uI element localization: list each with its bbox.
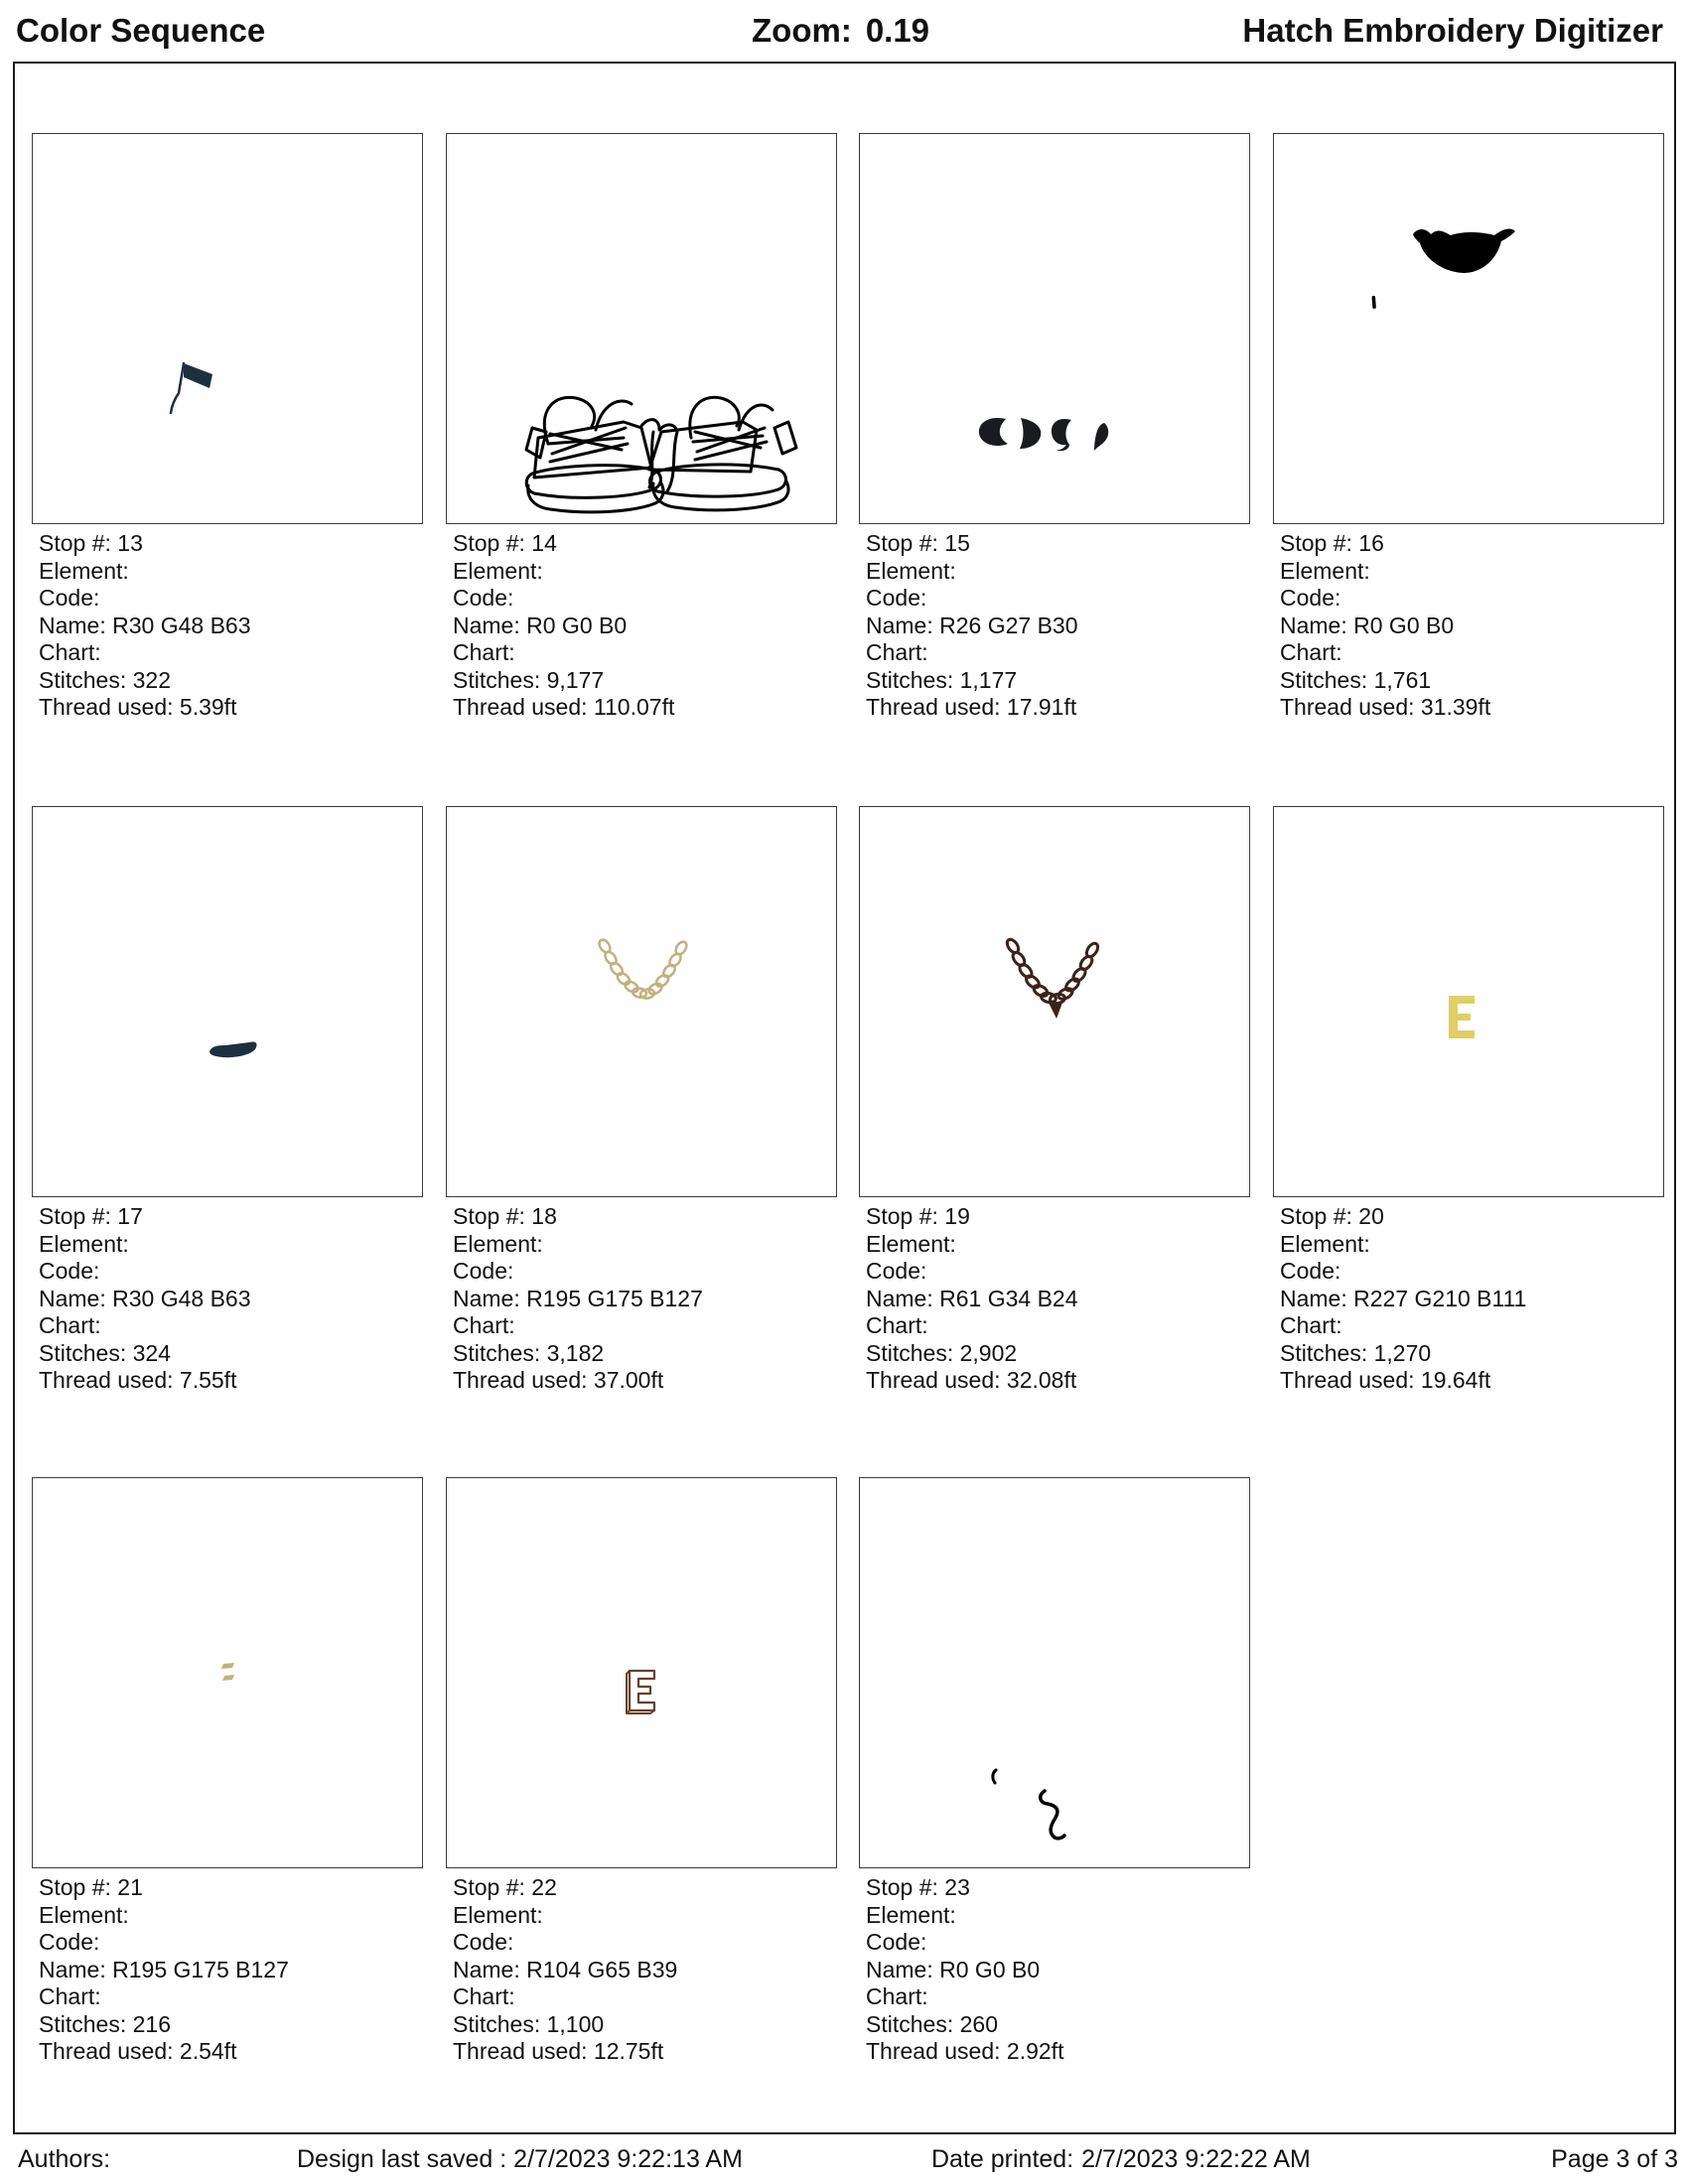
name-label: Name: (866, 1956, 933, 1982)
thread-value: 19.64ft (1420, 1367, 1491, 1393)
stop-number-value: 13 (117, 530, 143, 556)
name-line (866, 613, 1252, 640)
code-line (39, 585, 425, 613)
chart-line (453, 1312, 839, 1340)
stitches-line (39, 667, 425, 695)
stitches-line (453, 667, 839, 695)
thread-label: Thread used: (1280, 694, 1415, 720)
stop-16-thumbnail (1273, 133, 1664, 524)
stitches-line (866, 667, 1252, 695)
stitches-label: Stitches: (453, 1339, 541, 1366)
stop-19-info (866, 1203, 1252, 1395)
stop-number-line (1280, 530, 1666, 558)
code-line (453, 585, 839, 613)
stop-22-cell (446, 1477, 839, 2066)
stop-label: Stop #: (1280, 530, 1352, 556)
thread-label: Thread used: (453, 1367, 588, 1393)
chart-line (39, 1983, 425, 2011)
stop-number-value: 14 (531, 530, 557, 556)
stop-label: Stop #: (866, 530, 938, 556)
code-label: Code: (39, 1929, 100, 1955)
chart-label: Chart: (39, 1983, 101, 2009)
chart-line (1280, 1312, 1666, 1340)
stop-20-info (1280, 1203, 1666, 1395)
thread-line (453, 1367, 839, 1395)
stop-number-value: 18 (531, 1203, 557, 1229)
stitches-line (1280, 1340, 1666, 1368)
stop-13-thumbnail (32, 133, 423, 524)
element-label: Element: (1280, 557, 1370, 584)
stop-23-cell (859, 1477, 1252, 2066)
thread-value: 2.54ft (179, 2038, 237, 2064)
stop-label: Stop #: (866, 1203, 938, 1229)
name-label: Name: (1280, 612, 1347, 638)
stop-19-thumbnail (859, 806, 1250, 1197)
stop-18-info (453, 1203, 839, 1395)
element-label: Element: (39, 1230, 129, 1257)
date-printed-value: 2/7/2023 9:22:22 AM (1081, 2145, 1311, 2173)
thread-line (39, 2038, 425, 2066)
thread-line (1280, 1367, 1666, 1395)
name-value: R30 G48 B63 (112, 612, 251, 638)
code-line (453, 1258, 839, 1286)
thread-label: Thread used: (39, 1367, 174, 1393)
element-line (866, 1902, 1252, 1930)
code-line (866, 1258, 1252, 1286)
stop-15-thumbnail (859, 133, 1250, 524)
name-label: Name: (39, 1285, 106, 1311)
code-label: Code: (453, 1929, 514, 1955)
stop-13-info (39, 530, 425, 722)
stop-15-info (866, 530, 1252, 722)
stop-18-thumbnail (446, 806, 837, 1197)
stop-number-line (866, 530, 1252, 558)
stop-label: Stop #: (453, 530, 525, 556)
thread-label: Thread used: (453, 2038, 588, 2064)
stitches-value: 1,100 (546, 2010, 605, 2037)
stop-21-thumbnail (32, 1477, 423, 1868)
stop-number-value: 16 (1358, 530, 1384, 556)
thread-line (39, 1367, 425, 1395)
stop-label: Stop #: (1280, 1203, 1352, 1229)
chart-line (1280, 639, 1666, 667)
stop-label: Stop #: (453, 1874, 525, 1900)
stitches-label: Stitches: (866, 2010, 954, 2037)
stitches-value: 322 (132, 666, 171, 693)
name-value: R227 G210 B111 (1353, 1285, 1527, 1311)
element-line (39, 558, 425, 586)
element-label: Element: (1280, 1230, 1370, 1257)
stop-number-line (866, 1203, 1252, 1231)
chain-necklace-icon (447, 807, 836, 1196)
element-label: Element: (866, 557, 956, 584)
app-name: Hatch Embroidery Digitizer (1242, 12, 1663, 49)
stop-14-thumbnail (446, 133, 837, 524)
stop-number-line (453, 1203, 839, 1231)
element-line (866, 1231, 1252, 1259)
name-value: R26 G27 B30 (939, 612, 1078, 638)
stitches-value: 2,902 (959, 1339, 1018, 1366)
stop-number-line (453, 1874, 839, 1902)
element-line (39, 1231, 425, 1259)
stitches-value: 324 (132, 1339, 171, 1366)
stop-number-value: 17 (117, 1203, 143, 1229)
element-line (39, 1902, 425, 1930)
element-line (1280, 558, 1666, 586)
thread-line (866, 694, 1252, 722)
code-line (866, 1929, 1252, 1957)
stop-14-cell (446, 133, 839, 722)
stop-14-info (453, 530, 839, 722)
chart-line (866, 1312, 1252, 1340)
chart-label: Chart: (39, 639, 101, 665)
name-label: Name: (453, 612, 520, 638)
crescent-marks-icon (860, 134, 1249, 523)
code-line (453, 1929, 839, 1957)
zoom-label: Zoom: (752, 12, 852, 49)
code-label: Code: (866, 585, 927, 611)
thread-line (866, 1367, 1252, 1395)
code-label: Code: (453, 1258, 514, 1284)
name-line (453, 1286, 839, 1313)
name-value: R0 G0 B0 (526, 612, 628, 638)
stitches-label: Stitches: (866, 1339, 954, 1366)
stitches-value: 9,177 (546, 666, 605, 693)
stitches-value: 1,270 (1373, 1339, 1432, 1366)
element-line (453, 558, 839, 586)
stitches-label: Stitches: (1280, 1339, 1368, 1366)
thread-line (866, 2038, 1252, 2066)
thread-line (453, 2038, 839, 2066)
thread-label: Thread used: (866, 1367, 1001, 1393)
chart-label: Chart: (39, 1312, 101, 1338)
name-value: R0 G0 B0 (939, 1956, 1041, 1982)
name-label: Name: (39, 612, 106, 638)
stop-number-line (39, 1874, 425, 1902)
chart-line (866, 1983, 1252, 2011)
tick-marks-icon (33, 1478, 422, 1867)
stop-number-value: 23 (944, 1874, 970, 1900)
stitches-value: 1,761 (1373, 666, 1432, 693)
element-label: Element: (39, 1901, 129, 1928)
design-saved-label: Design last saved : (297, 2145, 507, 2173)
stitches-value: 216 (132, 2010, 171, 2037)
name-line (866, 1286, 1252, 1313)
dash-shape-icon (33, 807, 422, 1196)
name-line (39, 1957, 425, 1984)
stop-number-value: 19 (944, 1203, 970, 1229)
code-label: Code: (866, 1929, 927, 1955)
element-label: Element: (453, 1901, 543, 1928)
element-line (453, 1902, 839, 1930)
stop-21-cell (32, 1477, 425, 2066)
footer-authors-label: Authors: (18, 2145, 111, 2173)
stitches-line (39, 1340, 425, 1368)
thread-label: Thread used: (866, 2038, 1001, 2064)
code-label: Code: (453, 585, 514, 611)
stop-15-cell (859, 133, 1252, 722)
code-line (39, 1258, 425, 1286)
name-label: Name: (866, 1285, 933, 1311)
name-label: Name: (453, 1956, 520, 1982)
zoom-indicator (752, 12, 929, 50)
thread-line (453, 694, 839, 722)
thread-label: Thread used: (39, 2038, 174, 2064)
stitches-label: Stitches: (866, 666, 954, 693)
design-saved-value: 2/7/2023 9:22:13 AM (513, 2145, 743, 2173)
chart-line (39, 1312, 425, 1340)
chain-pendant-icon (860, 807, 1249, 1196)
stop-label: Stop #: (39, 530, 111, 556)
stitches-label: Stitches: (39, 666, 127, 693)
flag-icon (33, 134, 422, 523)
stop-13-cell (32, 133, 425, 722)
thread-line (1280, 694, 1666, 722)
element-label: Element: (453, 1230, 543, 1257)
smile-shape-icon (1274, 134, 1663, 523)
element-label: Element: (866, 1901, 956, 1928)
footer-design-saved (297, 2145, 743, 2174)
stop-number-value: 20 (1358, 1203, 1384, 1229)
chart-label: Chart: (1280, 639, 1342, 665)
thread-value: 31.39ft (1420, 694, 1491, 720)
chart-line (453, 1983, 839, 2011)
chart-label: Chart: (453, 1983, 515, 2009)
name-line (39, 613, 425, 640)
stop-20-thumbnail (1273, 806, 1664, 1197)
element-line (866, 558, 1252, 586)
element-line (453, 1231, 839, 1259)
name-line (39, 1286, 425, 1313)
stitches-line (866, 2011, 1252, 2039)
stop-20-cell (1273, 806, 1666, 1395)
code-line (1280, 1258, 1666, 1286)
stitches-label: Stitches: (453, 2010, 541, 2037)
chart-label: Chart: (1280, 1312, 1342, 1338)
stop-19-cell (859, 806, 1252, 1395)
stop-21-info (39, 1874, 425, 2066)
stitches-line (1280, 667, 1666, 695)
chart-label: Chart: (866, 1983, 928, 2009)
stop-22-info (453, 1874, 839, 2066)
stop-number-line (39, 1203, 425, 1231)
stop-22-thumbnail (446, 1477, 837, 1868)
code-label: Code: (39, 585, 100, 611)
stitches-label: Stitches: (1280, 666, 1368, 693)
stop-number-line (866, 1874, 1252, 1902)
chart-label: Chart: (866, 1312, 928, 1338)
stitches-line (39, 2011, 425, 2039)
element-label: Element: (453, 557, 543, 584)
name-label: Name: (453, 1285, 520, 1311)
name-label: Name: (39, 1956, 106, 1982)
name-line (1280, 1286, 1666, 1313)
letter-e-outline-icon (447, 1478, 836, 1867)
name-value: R195 G175 B127 (526, 1285, 703, 1311)
stop-23-info (866, 1874, 1252, 2066)
element-label: Element: (39, 557, 129, 584)
stitches-line (453, 2011, 839, 2039)
thread-label: Thread used: (453, 694, 588, 720)
stitches-label: Stitches: (39, 1339, 127, 1366)
squiggle-icon (860, 1478, 1249, 1867)
thread-value: 7.55ft (179, 1367, 237, 1393)
code-label: Code: (866, 1258, 927, 1284)
stop-16-cell (1273, 133, 1666, 722)
stop-label: Stop #: (39, 1203, 111, 1229)
stop-number-line (453, 530, 839, 558)
name-line (866, 1957, 1252, 1984)
date-printed-label: Date printed: (931, 2145, 1074, 2173)
code-line (866, 585, 1252, 613)
chart-line (453, 639, 839, 667)
stitches-line (453, 1340, 839, 1368)
code-label: Code: (1280, 585, 1341, 611)
stop-17-thumbnail (32, 806, 423, 1197)
chart-line (866, 639, 1252, 667)
code-line (1280, 585, 1666, 613)
thread-value: 5.39ft (179, 694, 237, 720)
thread-value: 110.07ft (593, 694, 675, 720)
stop-number-value: 21 (117, 1874, 143, 1900)
element-label: Element: (866, 1230, 956, 1257)
sneakers-icon (447, 134, 836, 523)
stop-label: Stop #: (39, 1874, 111, 1900)
stitches-label: Stitches: (453, 666, 541, 693)
code-label: Code: (39, 1258, 100, 1284)
chart-line (39, 639, 425, 667)
footer-date-printed (931, 2145, 1311, 2174)
stop-label: Stop #: (866, 1874, 938, 1900)
stitches-value: 3,182 (546, 1339, 605, 1366)
thread-line (39, 694, 425, 722)
thread-value: 32.08ft (1006, 1367, 1077, 1393)
stop-23-thumbnail (859, 1477, 1250, 1868)
name-value: R104 G65 B39 (526, 1956, 678, 1982)
stop-label: Stop #: (453, 1203, 525, 1229)
code-line (39, 1929, 425, 1957)
name-label: Name: (1280, 1285, 1347, 1311)
stop-17-cell (32, 806, 425, 1395)
name-value: R30 G48 B63 (112, 1285, 251, 1311)
thread-value: 37.00ft (593, 1367, 664, 1393)
code-label: Code: (1280, 1258, 1341, 1284)
page-title: Color Sequence (16, 12, 266, 49)
chart-label: Chart: (453, 639, 515, 665)
name-value: R0 G0 B0 (1353, 612, 1455, 638)
thread-value: 12.75ft (593, 2038, 664, 2064)
name-value: R61 G34 B24 (939, 1285, 1078, 1311)
chart-label: Chart: (453, 1312, 515, 1338)
thread-label: Thread used: (866, 694, 1001, 720)
stitches-label: Stitches: (39, 2010, 127, 2037)
chart-label: Chart: (866, 639, 928, 665)
stop-number-value: 22 (531, 1874, 557, 1900)
name-line (1280, 613, 1666, 640)
stop-17-info (39, 1203, 425, 1395)
stitches-value: 1,177 (959, 666, 1018, 693)
name-line (453, 613, 839, 640)
element-line (1280, 1231, 1666, 1259)
name-line (453, 1957, 839, 1984)
letter-e-solid-icon (1274, 807, 1663, 1196)
stop-number-line (39, 530, 425, 558)
thread-label: Thread used: (1280, 1367, 1415, 1393)
stop-number-value: 15 (944, 530, 970, 556)
name-label: Name: (866, 612, 933, 638)
thread-value: 17.91ft (1006, 694, 1077, 720)
name-value: R195 G175 B127 (112, 1956, 289, 1982)
stitches-value: 260 (959, 2010, 998, 2037)
color-sequence-grid (13, 62, 1676, 2134)
footer-page-number: Page 3 of 3 (1551, 2145, 1678, 2173)
stitches-line (866, 1340, 1252, 1368)
stop-16-info (1280, 530, 1666, 722)
zoom-value: 0.19 (865, 12, 930, 49)
thread-value: 2.92ft (1006, 2038, 1064, 2064)
stop-number-line (1280, 1203, 1666, 1231)
thread-label: Thread used: (39, 694, 174, 720)
stop-18-cell (446, 806, 839, 1395)
